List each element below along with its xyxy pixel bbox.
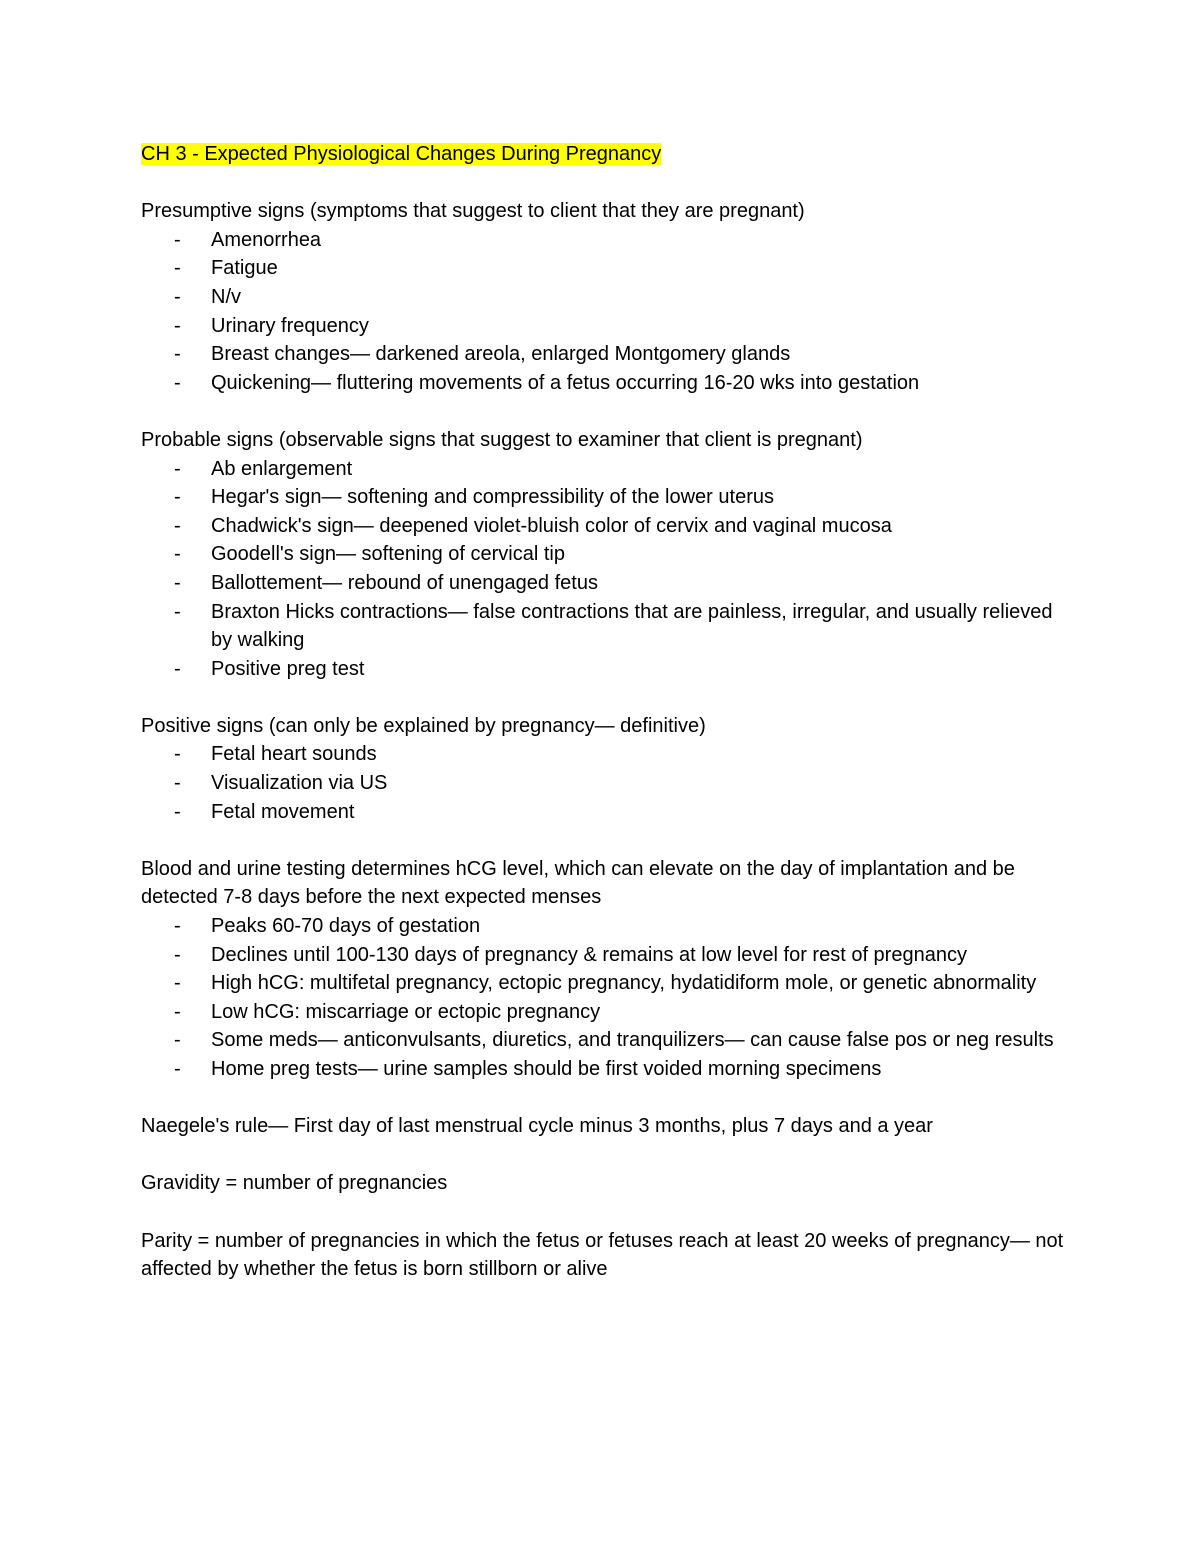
section-block [141,426,1071,683]
list-item [174,969,1071,998]
list-item [174,254,1071,283]
bullet-list [141,455,1071,684]
dash-bullet: - [174,600,181,623]
list-item [174,941,1071,970]
list-item-text: Low hCG: miscarriage or ectopic pregnancy [211,1000,601,1023]
dash-bullet: - [174,943,181,966]
list-item [174,540,1071,569]
list-item-text: Goodell's sign— softening of cervical tip [211,543,565,566]
dash-bullet: - [174,314,181,337]
list-item-text: Chadwick's sign— deepened violet-bluish color of cervix and vaginal mucosa [211,514,892,537]
list-item [174,1026,1071,1055]
list-item [174,569,1071,598]
list-item-text: N/v [211,285,241,308]
list-item-text: Visualization via US [211,772,388,795]
dash-bullet: - [174,972,181,995]
sections-container [141,197,1071,1083]
dash-bullet: - [174,800,181,823]
list-item-text: Declines until 100-130 days of pregnancy & remains at low level for rest of pregnancy [211,943,967,966]
list-item [174,598,1071,655]
dash-bullet: - [174,657,181,680]
title-highlight: CH 3 - Expected Physiological Changes During Pregnancy [141,143,662,165]
list-item-text: Home preg tests— urine samples should be first voided morning specimens [211,1058,882,1080]
list-item-text: Hegar's sign— softening and compressibility of the lower uterus [211,486,774,509]
definition-block [141,1112,1071,1141]
section-block [141,855,1071,1084]
definition-text: Gravidity = number of pregnancies [141,1172,448,1195]
dash-bullet: - [174,371,181,394]
list-item-text: Quickening— fluttering movements of a fetus occurring 16-20 wks into gestation [211,371,920,394]
section-block [141,712,1071,826]
list-item [174,312,1071,341]
definition-block [141,1227,1071,1284]
list-item [174,512,1071,541]
dash-bullet: - [174,228,181,251]
list-item-text: Urinary frequency [211,314,369,337]
bullet-list [141,912,1071,1084]
definition-text: Parity = number of pregnancies in which the fetus or fetuses reach at least 20 weeks of pregnancy— not affected by whether the fetus is born stillborn or alive [141,1229,1064,1281]
dash-bullet: - [174,343,181,366]
document-page [141,140,1071,1284]
dash-bullet: - [174,571,181,594]
section-heading: Positive signs (can only be explained by pregnancy— definitive) [141,714,706,737]
definitions-container [141,1112,1071,1284]
bullet-list [141,740,1071,826]
dash-bullet: - [174,1029,181,1052]
list-item-text: Positive preg test [211,657,365,680]
list-item [174,455,1071,484]
list-item-text: Fatigue [211,257,278,280]
dash-bullet: - [174,486,181,509]
definition-block [141,1169,1071,1198]
list-item [174,1055,1071,1084]
list-item-text: Ab enlargement [211,457,353,480]
document-title [141,140,1071,169]
list-item [174,998,1071,1027]
dash-bullet: - [174,457,181,480]
section-heading: Presumptive signs (symptoms that suggest to client that they are pregnant) [141,200,805,223]
definition-text: Naegele's rule— First day of last menstrual cycle minus 3 months, plus 7 days and a year [141,1115,933,1138]
dash-bullet: - [174,285,181,308]
list-item [174,283,1071,312]
list-item [174,655,1071,684]
section-heading: Blood and urine testing determines hCG level, which can elevate on the day of implantation and be detected 7-8 days before the next expected menses [141,857,1015,909]
list-item [174,483,1071,512]
dash-bullet: - [174,1000,181,1023]
list-item [174,340,1071,369]
list-item-text: Braxton Hicks contractions— false contractions that are painless, irregular, and usually relieved by walking [211,600,1053,652]
list-item [174,769,1071,798]
list-item-text: Amenorrhea [211,228,322,251]
list-item [174,226,1071,255]
list-item [174,369,1071,398]
dash-bullet: - [174,915,181,938]
dash-bullet: - [174,543,181,566]
dash-bullet: - [174,772,181,795]
bullet-list [141,226,1071,398]
dash-bullet: - [174,743,181,766]
section-block [141,197,1071,397]
dash-bullet: - [174,257,181,280]
list-item [174,912,1071,941]
list-item-text: Fetal heart sounds [211,743,377,766]
dash-bullet: - [174,514,181,537]
list-item-text: Peaks 60-70 days of gestation [211,915,481,938]
dash-bullet: - [174,1058,181,1080]
list-item-text: Fetal movement [211,800,355,823]
list-item-text: Ballottement— rebound of unengaged fetus [211,571,598,594]
list-item [174,798,1071,827]
list-item [174,740,1071,769]
section-heading: Probable signs (observable signs that suggest to examiner that client is pregnant) [141,428,863,451]
list-item-text: Breast changes— darkened areola, enlarged Montgomery glands [211,343,791,366]
list-item-text: Some meds— anticonvulsants, diuretics, and tranquilizers— can cause false pos or neg results [211,1029,1054,1052]
list-item-text: High hCG: multifetal pregnancy, ectopic pregnancy, hydatidiform mole, or genetic abnormality [211,972,1037,995]
